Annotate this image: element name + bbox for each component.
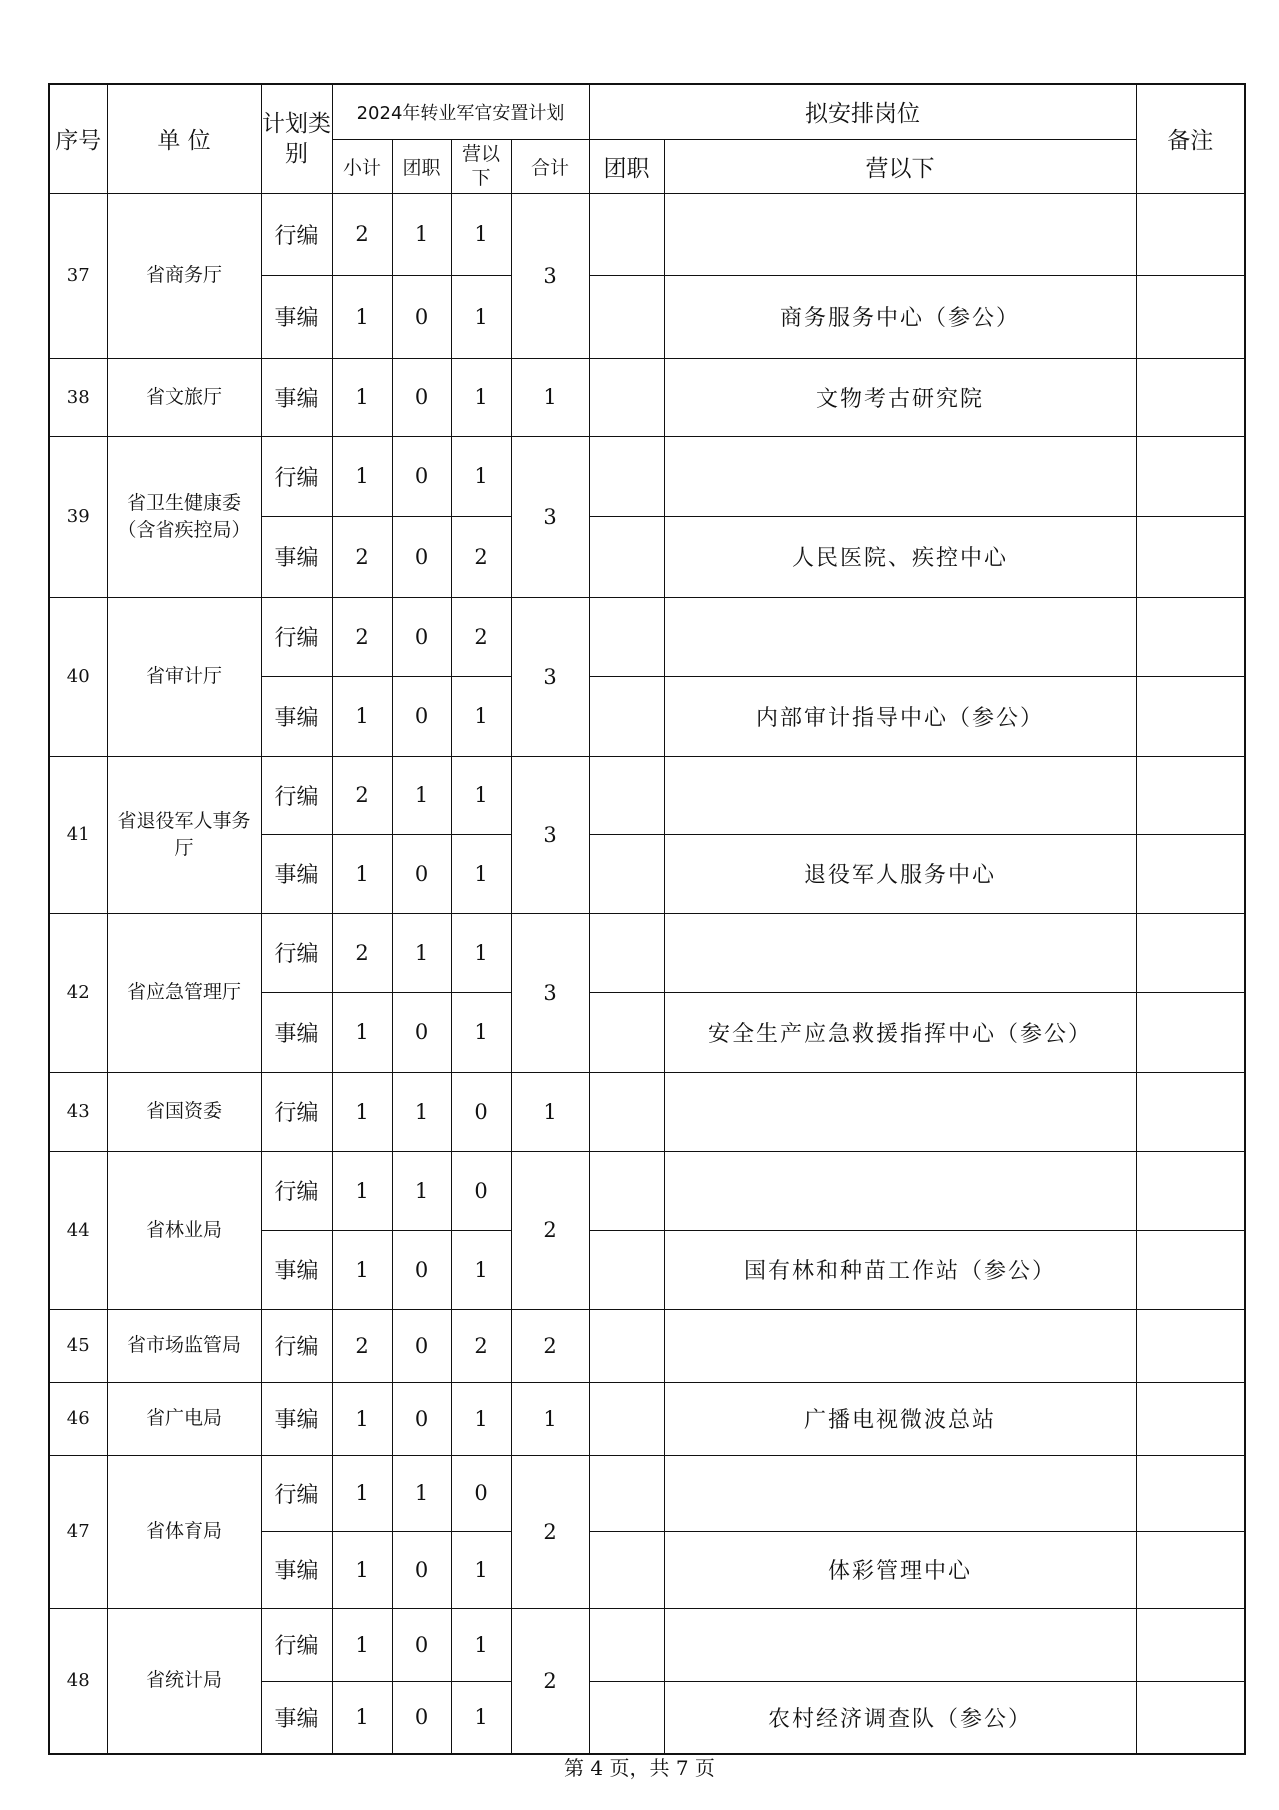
table-row bbox=[49, 358, 1245, 436]
battalion-cell: 0 bbox=[451, 1455, 511, 1531]
header-unit: 单 位 bbox=[107, 84, 261, 193]
unit-cell: 省体育局 bbox=[107, 1455, 261, 1608]
table-row bbox=[49, 1151, 1245, 1230]
post-cell: 文物考古研究院 bbox=[664, 358, 1136, 436]
total-cell: 2 bbox=[511, 1151, 589, 1309]
table-row bbox=[49, 597, 1245, 676]
remarks-cell bbox=[1136, 193, 1245, 275]
plan-type-cell: 行编 bbox=[261, 913, 332, 992]
remarks-cell bbox=[1136, 436, 1245, 516]
subtotal-cell: 1 bbox=[332, 676, 392, 756]
remarks-cell bbox=[1136, 1230, 1245, 1309]
seq-cell: 44 bbox=[49, 1151, 107, 1309]
total-cell: 2 bbox=[511, 1309, 589, 1382]
regiment-cell: 0 bbox=[392, 1309, 451, 1382]
subtotal-cell: 1 bbox=[332, 1230, 392, 1309]
table-row bbox=[49, 1072, 1245, 1151]
seq-cell: 39 bbox=[49, 436, 107, 597]
plan-type-cell: 行编 bbox=[261, 1608, 332, 1681]
plan-type-cell: 行编 bbox=[261, 1072, 332, 1151]
unit-cell: 省广电局 bbox=[107, 1382, 261, 1455]
plan-type-cell: 事编 bbox=[261, 1230, 332, 1309]
plan-type-cell: 事编 bbox=[261, 992, 332, 1072]
post-cell bbox=[664, 193, 1136, 275]
seq-cell: 48 bbox=[49, 1608, 107, 1754]
regiment-cell: 0 bbox=[392, 1681, 451, 1754]
post-regiment-cell bbox=[589, 834, 664, 913]
seq-cell: 45 bbox=[49, 1309, 107, 1382]
total-cell: 2 bbox=[511, 1455, 589, 1608]
regiment-cell: 0 bbox=[392, 834, 451, 913]
battalion-cell: 1 bbox=[451, 756, 511, 834]
header-regiment: 团职 bbox=[392, 139, 451, 193]
remarks-cell bbox=[1136, 358, 1245, 436]
subtotal-cell: 1 bbox=[332, 1608, 392, 1681]
unit-cell: 省审计厅 bbox=[107, 597, 261, 756]
unit-cell: 省市场监管局 bbox=[107, 1309, 261, 1382]
remarks-cell bbox=[1136, 1072, 1245, 1151]
battalion-cell: 2 bbox=[451, 1309, 511, 1382]
post-regiment-cell bbox=[589, 436, 664, 516]
regiment-cell: 0 bbox=[392, 992, 451, 1072]
seq-cell: 41 bbox=[49, 756, 107, 913]
table-row bbox=[49, 1608, 1245, 1681]
plan-type-cell: 事编 bbox=[261, 1681, 332, 1754]
post-cell: 国有林和种苗工作站（参公） bbox=[664, 1230, 1136, 1309]
table-row bbox=[49, 436, 1245, 516]
remarks-cell bbox=[1136, 676, 1245, 756]
plan-type-cell: 行编 bbox=[261, 193, 332, 275]
battalion-cell: 1 bbox=[451, 193, 511, 275]
subtotal-cell: 1 bbox=[332, 992, 392, 1072]
regiment-cell: 0 bbox=[392, 275, 451, 358]
regiment-cell: 0 bbox=[392, 676, 451, 756]
plan-type-cell: 行编 bbox=[261, 436, 332, 516]
header-post-group: 拟安排岗位 bbox=[589, 84, 1136, 139]
post-regiment-cell bbox=[589, 676, 664, 756]
regiment-cell: 1 bbox=[392, 1151, 451, 1230]
total-cell: 3 bbox=[511, 436, 589, 597]
battalion-cell: 1 bbox=[451, 436, 511, 516]
post-regiment-cell bbox=[589, 1072, 664, 1151]
plan-type-cell: 事编 bbox=[261, 358, 332, 436]
regiment-cell: 0 bbox=[392, 436, 451, 516]
total-cell: 3 bbox=[511, 756, 589, 913]
total-cell: 1 bbox=[511, 358, 589, 436]
subtotal-cell: 2 bbox=[332, 516, 392, 597]
plan-type-cell: 事编 bbox=[261, 676, 332, 756]
subtotal-cell: 2 bbox=[332, 756, 392, 834]
regiment-cell: 0 bbox=[392, 597, 451, 676]
post-cell: 人民医院、疾控中心 bbox=[664, 516, 1136, 597]
post-regiment-cell bbox=[589, 358, 664, 436]
battalion-cell: 1 bbox=[451, 913, 511, 992]
total-cell: 1 bbox=[511, 1072, 589, 1151]
remarks-cell bbox=[1136, 1681, 1245, 1754]
plan-type-cell: 事编 bbox=[261, 834, 332, 913]
post-cell: 退役军人服务中心 bbox=[664, 834, 1136, 913]
battalion-cell: 2 bbox=[451, 516, 511, 597]
battalion-cell: 1 bbox=[451, 1608, 511, 1681]
remarks-cell bbox=[1136, 275, 1245, 358]
plan-type-cell: 事编 bbox=[261, 275, 332, 358]
seq-cell: 43 bbox=[49, 1072, 107, 1151]
table-row bbox=[49, 1455, 1245, 1531]
post-regiment-cell bbox=[589, 1531, 664, 1608]
post-cell bbox=[664, 1608, 1136, 1681]
unit-cell: 省商务厅 bbox=[107, 193, 261, 358]
battalion-cell: 1 bbox=[451, 275, 511, 358]
post-cell: 商务服务中心（参公） bbox=[664, 275, 1136, 358]
seq-cell: 42 bbox=[49, 913, 107, 1072]
post-cell: 内部审计指导中心（参公） bbox=[664, 676, 1136, 756]
total-cell: 1 bbox=[511, 1382, 589, 1455]
header-subtotal: 小计 bbox=[332, 139, 392, 193]
seq-cell: 47 bbox=[49, 1455, 107, 1608]
unit-cell: 省卫生健康委（含省疾控局） bbox=[107, 436, 261, 597]
battalion-cell: 1 bbox=[451, 834, 511, 913]
table-row bbox=[49, 1309, 1245, 1382]
post-regiment-cell bbox=[589, 913, 664, 992]
seq-cell: 38 bbox=[49, 358, 107, 436]
post-cell bbox=[664, 597, 1136, 676]
unit-cell: 省国资委 bbox=[107, 1072, 261, 1151]
seq-cell: 46 bbox=[49, 1382, 107, 1455]
remarks-cell bbox=[1136, 1608, 1245, 1681]
post-regiment-cell bbox=[589, 1151, 664, 1230]
table-row bbox=[49, 913, 1245, 992]
post-regiment-cell bbox=[589, 1382, 664, 1455]
subtotal-cell: 1 bbox=[332, 1382, 392, 1455]
post-cell: 安全生产应急救援指挥中心（参公） bbox=[664, 992, 1136, 1072]
regiment-cell: 0 bbox=[392, 516, 451, 597]
unit-cell: 省林业局 bbox=[107, 1151, 261, 1309]
post-regiment-cell bbox=[589, 1230, 664, 1309]
subtotal-cell: 1 bbox=[332, 436, 392, 516]
remarks-cell bbox=[1136, 913, 1245, 992]
unit-cell: 省统计局 bbox=[107, 1608, 261, 1754]
remarks-cell bbox=[1136, 1455, 1245, 1531]
plan-type-cell: 事编 bbox=[261, 516, 332, 597]
post-regiment-cell bbox=[589, 1681, 664, 1754]
post-cell: 广播电视微波总站 bbox=[664, 1382, 1136, 1455]
remarks-cell bbox=[1136, 992, 1245, 1072]
plan-type-cell: 行编 bbox=[261, 1455, 332, 1531]
battalion-cell: 0 bbox=[451, 1072, 511, 1151]
post-regiment-cell bbox=[589, 275, 664, 358]
subtotal-cell: 1 bbox=[332, 1151, 392, 1230]
table-row bbox=[49, 193, 1245, 275]
post-regiment-cell bbox=[589, 516, 664, 597]
plan-type-cell: 事编 bbox=[261, 1382, 332, 1455]
total-cell: 3 bbox=[511, 597, 589, 756]
post-regiment-cell bbox=[589, 756, 664, 834]
battalion-cell: 1 bbox=[451, 1681, 511, 1754]
subtotal-cell: 1 bbox=[332, 1072, 392, 1151]
remarks-cell bbox=[1136, 597, 1245, 676]
battalion-cell: 1 bbox=[451, 676, 511, 756]
remarks-cell bbox=[1136, 1382, 1245, 1455]
plan-type-cell: 行编 bbox=[261, 1309, 332, 1382]
subtotal-cell: 2 bbox=[332, 1309, 392, 1382]
post-cell: 体彩管理中心 bbox=[664, 1531, 1136, 1608]
regiment-cell: 1 bbox=[392, 913, 451, 992]
subtotal-cell: 1 bbox=[332, 1681, 392, 1754]
remarks-cell bbox=[1136, 834, 1245, 913]
post-regiment-cell bbox=[589, 1455, 664, 1531]
regiment-cell: 1 bbox=[392, 756, 451, 834]
post-cell bbox=[664, 1455, 1136, 1531]
remarks-cell bbox=[1136, 756, 1245, 834]
subtotal-cell: 1 bbox=[332, 358, 392, 436]
subtotal-cell: 2 bbox=[332, 193, 392, 275]
post-regiment-cell bbox=[589, 193, 664, 275]
total-cell: 2 bbox=[511, 1608, 589, 1754]
regiment-cell: 0 bbox=[392, 1382, 451, 1455]
post-cell bbox=[664, 913, 1136, 992]
table-row bbox=[49, 756, 1245, 834]
header-total: 合计 bbox=[511, 139, 589, 193]
subtotal-cell: 1 bbox=[332, 834, 392, 913]
regiment-cell: 1 bbox=[392, 1455, 451, 1531]
header-battalion-below: 营以下 bbox=[451, 139, 511, 193]
battalion-cell: 1 bbox=[451, 1382, 511, 1455]
subtotal-cell: 1 bbox=[332, 275, 392, 358]
post-cell bbox=[664, 1072, 1136, 1151]
placement-plan-table bbox=[48, 83, 1246, 1755]
post-cell bbox=[664, 436, 1136, 516]
plan-type-cell: 行编 bbox=[261, 1151, 332, 1230]
battalion-cell: 2 bbox=[451, 597, 511, 676]
post-regiment-cell bbox=[589, 1608, 664, 1681]
battalion-cell: 1 bbox=[451, 358, 511, 436]
plan-type-cell: 行编 bbox=[261, 597, 332, 676]
battalion-cell: 1 bbox=[451, 1230, 511, 1309]
total-cell: 3 bbox=[511, 193, 589, 358]
header-remarks: 备注 bbox=[1136, 84, 1245, 193]
unit-cell: 省退役军人事务厅 bbox=[107, 756, 261, 913]
plan-type-cell: 行编 bbox=[261, 756, 332, 834]
remarks-cell bbox=[1136, 516, 1245, 597]
remarks-cell bbox=[1136, 1309, 1245, 1382]
battalion-cell: 1 bbox=[451, 992, 511, 1072]
post-regiment-cell bbox=[589, 597, 664, 676]
regiment-cell: 0 bbox=[392, 1608, 451, 1681]
seq-cell: 37 bbox=[49, 193, 107, 358]
subtotal-cell: 1 bbox=[332, 1531, 392, 1608]
battalion-cell: 1 bbox=[451, 1531, 511, 1608]
subtotal-cell: 1 bbox=[332, 1455, 392, 1531]
post-cell bbox=[664, 756, 1136, 834]
header-plan-type: 计划类别 bbox=[261, 84, 332, 193]
regiment-cell: 1 bbox=[392, 1072, 451, 1151]
header-post-battalion-below: 营以下 bbox=[664, 139, 1136, 193]
header-plan-group: 2024年转业军官安置计划 bbox=[332, 84, 589, 139]
subtotal-cell: 2 bbox=[332, 913, 392, 992]
remarks-cell bbox=[1136, 1151, 1245, 1230]
plan-type-cell: 事编 bbox=[261, 1531, 332, 1608]
regiment-cell: 1 bbox=[392, 193, 451, 275]
page-footer: 第 4 页，共 7 页 bbox=[564, 1756, 715, 1780]
battalion-cell: 0 bbox=[451, 1151, 511, 1230]
unit-cell: 省文旅厅 bbox=[107, 358, 261, 436]
header-post-regiment: 团职 bbox=[589, 139, 664, 193]
seq-cell: 40 bbox=[49, 597, 107, 756]
post-cell bbox=[664, 1309, 1136, 1382]
post-cell: 农村经济调查队（参公） bbox=[664, 1681, 1136, 1754]
regiment-cell: 0 bbox=[392, 1230, 451, 1309]
remarks-cell bbox=[1136, 1531, 1245, 1608]
post-regiment-cell bbox=[589, 992, 664, 1072]
post-cell bbox=[664, 1151, 1136, 1230]
total-cell: 3 bbox=[511, 913, 589, 1072]
post-regiment-cell bbox=[589, 1309, 664, 1382]
subtotal-cell: 2 bbox=[332, 597, 392, 676]
header-seq: 序号 bbox=[49, 84, 107, 193]
table-row bbox=[49, 1382, 1245, 1455]
regiment-cell: 0 bbox=[392, 358, 451, 436]
unit-cell: 省应急管理厅 bbox=[107, 913, 261, 1072]
regiment-cell: 0 bbox=[392, 1531, 451, 1608]
